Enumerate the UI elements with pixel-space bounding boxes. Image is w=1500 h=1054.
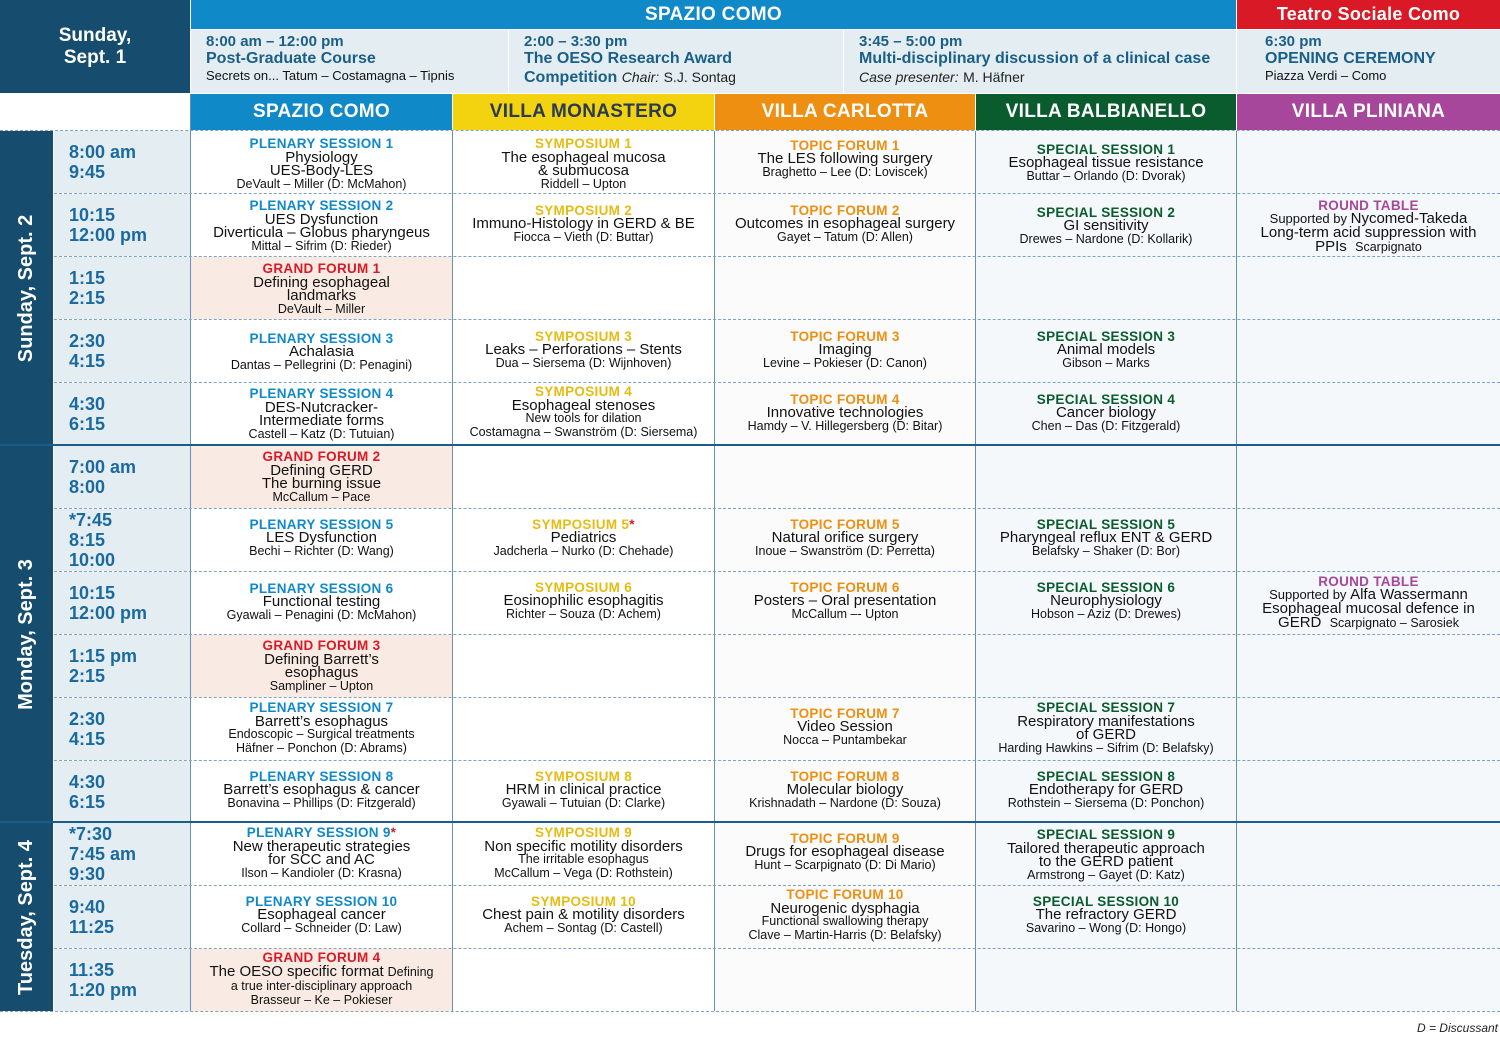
session-special-3 — [976, 327, 1236, 373]
session-title: Immuno-Histology in GERD & BE — [472, 215, 695, 233]
session-speakers: Gyawali – Tutuian (D: Clarke) — [501, 795, 666, 810]
session-speakers: Collard – Schneider (D: Law) — [241, 920, 402, 935]
venue-header-spazio-como — [191, 94, 452, 130]
session-grand-forum-2 — [191, 448, 452, 506]
grid-hline — [54, 193, 1500, 194]
event-sub: Piazza Verdi – Como — [1265, 68, 1387, 83]
venue-header-villa-carlotta — [715, 94, 975, 130]
session-title: Pharyngeal reflux ENT & GERD — [999, 529, 1213, 547]
sunday-sept1-text: Sunday, Sept. 1 — [58, 24, 132, 68]
session-category: GRAND FORUM 3 — [262, 638, 381, 653]
session-category: GRAND FORUM 4 — [262, 950, 381, 965]
session-title: Endotherapy for GERD — [1028, 781, 1184, 799]
session-special-2 — [976, 203, 1236, 249]
event-post-graduate — [191, 30, 508, 93]
session-speakers: DeVault – Miller — [277, 301, 366, 316]
day-label-tuesday — [0, 823, 53, 1011]
session-category: PLENARY SESSION 4 — [249, 386, 394, 401]
time-slot: 2:30 4:15 — [54, 320, 190, 382]
venue-header-villa-pliniana — [1237, 94, 1500, 130]
session-category: SYMPOSIUM 9 — [534, 825, 633, 840]
session-title: The refractory GERD — [1035, 906, 1177, 924]
session-speakers: Gibson – Marks — [1062, 355, 1150, 370]
session-category: TOPIC FORUM 6 — [790, 579, 900, 595]
time-slot: 7:00 am 8:00 — [54, 446, 190, 508]
session-category: SYMPOSIUM 10 — [531, 893, 636, 909]
time-slot: 10:15 12:00 pm — [54, 572, 190, 634]
session-category: PLENARY SESSION 1 — [249, 136, 394, 151]
asterisk-mark: * — [390, 825, 397, 840]
session-speakers: Ilson – Kandioler (D: Krasna) — [241, 865, 402, 880]
session-category: SYMPOSIUM 4 — [534, 384, 633, 399]
session-speakers: Inoue – Swanström (D: Perretta) — [755, 543, 935, 558]
session-symposium-3 — [453, 327, 714, 373]
session-speakers: Krishnadath – Nardone (D: Souza) — [749, 795, 941, 810]
session-category: PLENARY SESSION 9 — [246, 825, 391, 840]
time-slot: 11:35 1:20 pm — [54, 949, 190, 1011]
session-symposium-9 — [453, 824, 714, 882]
event-name: OPENING CEREMONY — [1265, 50, 1436, 67]
event-opening-ceremony — [1237, 30, 1500, 93]
session-speakers: Bonavina – Phillips (D: Fitzgerald) — [227, 795, 416, 810]
venue-header-villa-balbianello — [976, 94, 1236, 130]
session-title: Natural orifice surgery — [771, 529, 919, 547]
session-category: PLENARY SESSION 3 — [249, 330, 394, 346]
session-category: TOPIC FORUM 8 — [790, 768, 900, 784]
time-slot: 4:30 6:15 — [54, 383, 190, 445]
grid-hline — [54, 382, 1500, 383]
teatro-banner-text: Teatro Sociale Como — [1276, 4, 1461, 24]
session-speakers: Costamagna – Swanström (D: Siersema) — [469, 424, 698, 439]
session-category: SYMPOSIUM 2 — [534, 202, 633, 218]
session-title: Esophageal stenoses — [511, 396, 656, 414]
session-plenary-1 — [191, 136, 452, 192]
session-title: Esophageal mucosal defence in GERD — [1262, 599, 1475, 631]
session-grand-forum-3 — [191, 637, 452, 695]
session-speakers: Buttar – Orlando (D: Dvorak) — [1026, 168, 1186, 183]
session-category: SYMPOSIUM 3 — [534, 328, 633, 344]
session-title: New therapeutic strategies for SCC and AC — [232, 837, 411, 868]
session-category: SPECIAL SESSION 5 — [1036, 516, 1176, 532]
session-title: Drugs for esophageal disease — [745, 843, 945, 861]
session-speakers: Hobson – Aziz (D: Drewes) — [1030, 606, 1182, 621]
day-label-sunday — [0, 131, 53, 445]
time-slot: 1:15 2:15 — [54, 257, 190, 319]
session-title: Molecular biology — [786, 781, 904, 799]
session-speakers: Nocca – Puntambekar — [783, 732, 907, 747]
session-speakers: Brasseur – Ke – Pokieser — [250, 992, 393, 1007]
session-topic-forum-4 — [715, 390, 975, 436]
session-symposium-8 — [453, 767, 714, 813]
session-speakers: Hamdy – V. Hillegersberg (D: Bitar) — [747, 418, 943, 433]
session-title: GI sensitivity — [1063, 217, 1149, 235]
session-title: Eosinophilic esophagitis — [503, 592, 664, 610]
grid-hline — [54, 760, 1500, 761]
session-speakers: Levine – Pokieser (D: Canon) — [763, 355, 927, 370]
session-title: Barrett’s esophagus — [254, 712, 389, 730]
session-grand-forum-1 — [191, 260, 452, 318]
session-title: Achalasia — [288, 343, 355, 361]
session-special-8 — [976, 767, 1236, 813]
event-time: 3:45 – 5:00 pm — [859, 33, 963, 50]
grid-hline — [0, 1011, 1500, 1012]
session-symposium-2 — [453, 201, 714, 247]
session-category: SPECIAL SESSION 7 — [1036, 700, 1176, 715]
session-plenary-7 — [191, 699, 452, 757]
sponsor-name: Alfa Wassermann — [1350, 586, 1468, 603]
time-slot: *7:45 8:15 10:00 — [54, 509, 190, 571]
session-speakers: Savarino – Wong (D: Hongo) — [1025, 920, 1187, 935]
session-speakers: Mittal – Sifrim (D: Rieder) — [251, 238, 392, 253]
session-plenary-8 — [191, 767, 452, 813]
session-category: SYMPOSIUM 1 — [534, 136, 633, 151]
session-title: Barrett’s esophagus & cancer — [223, 781, 420, 799]
session-category: ROUND TABLE — [1318, 197, 1419, 213]
sponsor-name: Nycomed-Takeda — [1350, 210, 1468, 227]
session-round-table-1 — [1237, 197, 1500, 255]
session-topic-forum-5 — [715, 515, 975, 561]
event-time: 2:00 – 3:30 pm — [524, 33, 628, 50]
session-title: UES Dysfunction Diverticula – Globus pharyngeus — [213, 210, 430, 241]
session-title: Functional testing — [262, 593, 381, 611]
session-category: SYMPOSIUM 8 — [534, 768, 633, 784]
venue-label: VILLA BALBIANELLO — [1005, 101, 1207, 122]
session-topic-forum-9 — [715, 829, 975, 875]
time-slot: *7:30 7:45 am 9:30 — [54, 823, 190, 885]
spazio-como-banner-text: SPAZIO COMO — [644, 3, 782, 25]
session-speakers: Gayet – Tatum (D: Allen) — [777, 229, 913, 244]
session-category: TOPIC FORUM 10 — [786, 887, 904, 902]
time-slot: 1:15 pm 2:15 — [54, 635, 190, 697]
session-category: PLENARY SESSION 5 — [249, 516, 394, 532]
session-title: Innovative technologies — [766, 404, 924, 422]
session-speakers: Chen – Das (D: Fitzgerald) — [1031, 418, 1181, 433]
asterisk-mark: * — [629, 516, 635, 532]
day-label-text: Monday, Sept. 3 — [15, 558, 38, 710]
session-round-table-2 — [1237, 573, 1500, 631]
session-category: SYMPOSIUM 6 — [534, 579, 633, 595]
session-title: Physiology UES-Body-LES — [269, 148, 374, 179]
grid-hline — [54, 256, 1500, 257]
grid-hline — [0, 130, 1500, 131]
session-category: TOPIC FORUM 4 — [790, 391, 900, 407]
session-title: The OESO specific format — [209, 962, 384, 980]
time-slot: 10:15 12:00 pm — [54, 194, 190, 256]
session-symposium-5 — [453, 515, 714, 561]
session-symposium-6 — [453, 578, 714, 624]
session-category: TOPIC FORUM 2 — [790, 202, 900, 218]
session-title: Respiratory manifestations of GERD — [1017, 712, 1195, 743]
session-speakers: Drewes – Nardone (D: Kollarik) — [1019, 231, 1193, 246]
venue-header-villa-monastero — [453, 94, 714, 130]
session-category: SPECIAL SESSION 8 — [1036, 768, 1176, 784]
session-title: Chest pain & motility disorders — [482, 906, 685, 924]
session-category: SPECIAL SESSION 1 — [1036, 141, 1176, 157]
teatro-banner — [1237, 0, 1500, 29]
session-subtitle: Endoscopic – Surgical treatments — [228, 727, 415, 741]
session-topic-forum-3 — [715, 327, 975, 373]
day-separator — [0, 444, 1500, 446]
discussant-footnote: D = Discussant — [1416, 1021, 1498, 1035]
session-topic-forum-8 — [715, 767, 975, 813]
session-title: Defining GERD The burning issue — [261, 461, 382, 492]
session-speakers: Harding Hawkins – Sifrim (D: Belafsky) — [998, 740, 1214, 755]
session-title: Non specific motility disorders — [484, 837, 683, 855]
session-category: TOPIC FORUM 9 — [790, 830, 900, 846]
session-title: Outcomes in esophageal surgery — [734, 215, 956, 233]
session-plenary-10 — [191, 892, 452, 938]
session-title: DES-Nutcracker- Intermediate forms — [258, 398, 385, 429]
session-category: SPECIAL SESSION 2 — [1036, 204, 1176, 220]
session-plenary-9 — [191, 824, 452, 882]
session-special-4 — [976, 390, 1236, 436]
session-speakers: Achem – Sontag (D: Castell) — [504, 920, 663, 935]
time-slot: 9:40 11:25 — [54, 886, 190, 948]
session-plenary-2 — [191, 198, 452, 254]
session-speakers: McCallum –- Upton — [791, 606, 899, 621]
session-speakers: Scarpignato — [1355, 239, 1422, 254]
event-sub: Secrets on... Tatum – Costamagna – Tipnis — [206, 68, 455, 83]
session-title: Esophageal tissue resistance — [1008, 154, 1204, 172]
session-title: Video Session — [797, 718, 893, 736]
session-title: HRM in clinical practice — [505, 781, 662, 799]
session-speakers: Armstrong – Gayet (D: Katz) — [1027, 867, 1185, 882]
session-title: Animal models — [1056, 341, 1156, 359]
session-speakers: Sampliner – Upton — [269, 678, 374, 693]
session-category: SPECIAL SESSION 3 — [1036, 328, 1176, 344]
session-title: Defining esophageal landmarks — [253, 273, 390, 304]
session-symposium-10 — [453, 892, 714, 938]
session-category: PLENARY SESSION 10 — [245, 893, 398, 909]
session-category: PLENARY SESSION 6 — [249, 580, 394, 596]
session-topic-forum-10 — [715, 886, 975, 944]
session-speakers: Gyawali – Penagini (D: McMahon) — [226, 607, 417, 622]
event-name: The OESO Research Award Competition — [524, 50, 733, 86]
venue-label: SPAZIO COMO — [252, 101, 390, 122]
session-category: GRAND FORUM 1 — [262, 261, 381, 276]
session-special-7 — [976, 699, 1236, 757]
day-label-text: Sunday, Sept. 2 — [15, 214, 38, 362]
session-topic-forum-2 — [715, 201, 975, 247]
session-title: Esophageal cancer — [257, 906, 386, 924]
session-special-10 — [976, 892, 1236, 938]
session-grand-forum-4 — [191, 950, 452, 1008]
session-category: TOPIC FORUM 7 — [790, 705, 900, 721]
session-plenary-3 — [191, 329, 452, 375]
session-category: TOPIC FORUM 5 — [790, 516, 900, 532]
session-speakers: Dua – Siersema (D: Wijnhoven) — [495, 355, 672, 370]
session-plenary-5 — [191, 515, 452, 561]
session-speakers: Bechi – Richter (D: Wang) — [249, 543, 394, 558]
session-category: PLENARY SESSION 8 — [249, 768, 394, 784]
session-speakers: Jadcherla – Nurko (D: Chehade) — [493, 543, 674, 558]
time-slot: 8:00 am 9:45 — [54, 131, 190, 193]
session-speakers: Belafsky – Shaker (D: Bor) — [1032, 543, 1180, 558]
session-category: SPECIAL SESSION 9 — [1036, 827, 1176, 842]
grid-hline — [54, 634, 1500, 635]
session-speakers: Riddell – Upton — [540, 176, 627, 191]
session-title-tail: Defining a true inter-disciplinary approach — [230, 964, 434, 993]
session-title: The esophageal mucosa & submucosa — [501, 148, 666, 179]
time-slot: 2:30 4:15 — [54, 698, 190, 760]
supported-label: Supported by — [1269, 587, 1347, 602]
supported-label: Supported by — [1269, 211, 1347, 226]
session-category: GRAND FORUM 2 — [262, 449, 381, 464]
session-title: Pediatrics — [550, 529, 617, 547]
session-title: Imaging — [818, 341, 872, 359]
session-title: Tailored therapeutic approach to the GERD patient — [1007, 839, 1205, 870]
session-category: TOPIC FORUM 3 — [790, 328, 900, 344]
session-topic-forum-6 — [715, 578, 975, 624]
session-category: SPECIAL SESSION 6 — [1036, 579, 1176, 595]
session-title: Defining Barrett’s esophagus — [264, 650, 379, 681]
session-category: SYMPOSIUM 5 — [532, 516, 630, 532]
day-label-monday — [0, 446, 53, 822]
session-symposium-1 — [453, 136, 714, 192]
grid-hline — [54, 571, 1500, 572]
session-title: Neurogenic dysphagia — [770, 899, 920, 917]
session-speakers: DeVault – Miller (D: McMahon) — [236, 176, 407, 191]
event-time: 8:00 am – 12:00 pm — [206, 33, 344, 50]
event-name: Post-Graduate Course — [206, 50, 376, 67]
session-speakers: Richter – Souza (D: Achem) — [506, 606, 661, 621]
grid-hline — [54, 508, 1500, 509]
presenter-label: Case presenter: — [859, 69, 959, 85]
grid-hline — [54, 319, 1500, 320]
session-special-5 — [976, 515, 1236, 561]
venue-label: VILLA MONASTERO — [489, 101, 678, 122]
day-label-text: Tuesday, Sept. 4 — [15, 839, 37, 995]
session-special-1 — [976, 140, 1236, 186]
session-category: PLENARY SESSION 2 — [249, 198, 394, 213]
chair-label: Chair: — [621, 69, 660, 85]
session-symposium-4 — [453, 383, 714, 441]
session-speakers: Dantas – Pellegrini (D: Penagini) — [230, 357, 413, 372]
session-speakers: McCallum – Pace — [272, 489, 371, 504]
session-category: PLENARY SESSION 7 — [249, 700, 394, 715]
session-subtitle: New tools for dilation — [525, 411, 642, 425]
session-topic-forum-7 — [715, 704, 975, 750]
session-subtitle: The irritable esophagus — [518, 852, 649, 866]
spazio-como-banner — [191, 0, 1236, 29]
session-speakers: Braghetto – Lee (D: Loviscek) — [762, 164, 928, 179]
presenter-name: M. Häfner — [963, 69, 1025, 85]
session-special-6 — [976, 578, 1236, 624]
session-category: SPECIAL SESSION 10 — [1032, 893, 1180, 909]
event-name: Multi-disciplinary discussion of a clinical case — [859, 50, 1211, 67]
session-speakers: McCallum – Vega (D: Rothstein) — [494, 865, 673, 880]
session-speakers: Häfner – Ponchon (D: Abrams) — [236, 740, 407, 755]
session-topic-forum-1 — [715, 136, 975, 182]
chair-name: S.J. Sontag — [663, 69, 736, 85]
day-separator — [0, 821, 1500, 823]
time-slot: 4:30 6:15 — [54, 761, 190, 822]
session-subtitle: Functional swallowing therapy — [761, 914, 929, 928]
session-speakers: Castell – Katz (D: Tutuian) — [248, 426, 395, 441]
session-speakers: Scarpignato – Sarosiek — [1329, 615, 1459, 630]
session-category: ROUND TABLE — [1318, 573, 1419, 589]
session-speakers: Hunt – Scarpignato (D: Di Mario) — [754, 857, 936, 872]
session-speakers: Fiocca – Vieth (D: Buttar) — [513, 229, 654, 244]
session-title: The LES following surgery — [757, 150, 933, 168]
session-plenary-4 — [191, 385, 452, 443]
event-research-award — [509, 30, 843, 93]
grid-hline — [54, 948, 1500, 949]
session-title: Leaks – Perforations – Stents — [485, 341, 682, 359]
grid-hline — [54, 697, 1500, 698]
session-special-9 — [976, 826, 1236, 884]
session-title: Long-term acid suppression with PPIs — [1260, 223, 1477, 255]
venue-label: VILLA PLINIANA — [1291, 101, 1446, 122]
venue-label: VILLA CARLOTTA — [761, 101, 929, 122]
session-speakers: Rothstein – Siersema (D: Ponchon) — [1007, 795, 1205, 810]
session-title: Posters – Oral presentation — [753, 592, 937, 610]
event-time: 6:30 pm — [1265, 33, 1322, 50]
session-category: TOPIC FORUM 1 — [790, 137, 900, 153]
session-title: LES Dysfunction — [266, 529, 377, 547]
session-category: SPECIAL SESSION 4 — [1036, 391, 1176, 407]
event-clinical-case — [844, 30, 1236, 93]
session-plenary-6 — [191, 579, 452, 625]
session-title: Neurophysiology — [1050, 592, 1162, 610]
session-title: Cancer biology — [1055, 404, 1157, 422]
sunday-sept1-label — [0, 0, 190, 93]
session-speakers: Clave – Martin-Harris (D: Belafsky) — [748, 927, 942, 942]
